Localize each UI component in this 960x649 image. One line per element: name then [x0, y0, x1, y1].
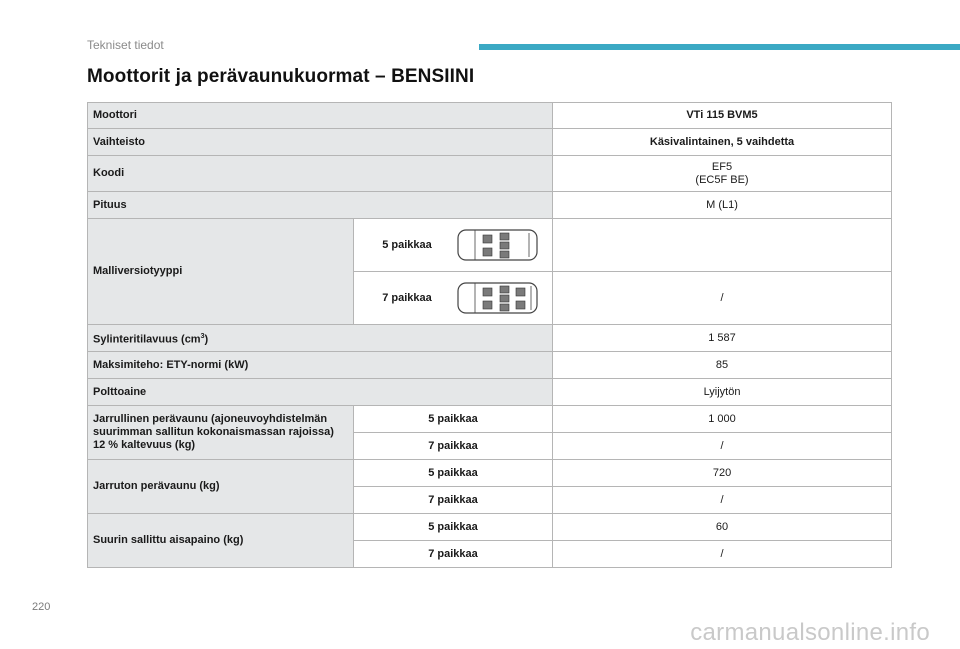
braked-trailer-label: Jarrullinen perävaunu (ajoneuvoyhdistelmän suurimman sallitun kokonaismassan rajoissa) 12 % kaltevuus (kg) — [88, 406, 354, 460]
model-label: Malliversiotyyppi — [88, 219, 354, 325]
table-row — [88, 129, 892, 156]
table-row — [88, 325, 892, 352]
fuel-label: Polttoaine — [88, 379, 553, 406]
seats-5-label: 5 paikkaa — [354, 406, 553, 433]
van-7-seat-diagram — [457, 278, 539, 318]
length-value: M (L1) — [553, 192, 892, 219]
seats-5-label: 5 paikkaa — [382, 238, 432, 251]
engine-label: Moottori — [88, 103, 553, 129]
braked-5-value: 1 000 — [553, 406, 892, 433]
code-label: Koodi — [88, 156, 553, 192]
length-label: Pituus — [88, 192, 553, 219]
unbraked-7-value: / — [553, 487, 892, 514]
nose-weight-5-value: 60 — [553, 514, 892, 541]
model-7-seat-value: / — [553, 272, 892, 325]
watermark: carmanualsonline.info — [690, 619, 930, 646]
table-row — [88, 379, 892, 406]
gearbox-label: Vaihteisto — [88, 129, 553, 156]
model-7-seat-cell — [354, 272, 553, 325]
fuel-value: Lyijytön — [553, 379, 892, 406]
table-row — [88, 192, 892, 219]
model-5-seat-cell — [354, 219, 553, 272]
table-row — [88, 219, 892, 272]
van-5-seat-diagram — [457, 225, 539, 265]
nose-weight-label: Suurin sallittu aisapaino (kg) — [88, 514, 354, 568]
unbraked-trailer-label: Jarruton perävaunu (kg) — [88, 460, 354, 514]
table-row — [88, 352, 892, 379]
model-5-seat-value — [553, 219, 892, 272]
seats-5-label: 5 paikkaa — [354, 460, 553, 487]
power-value: 85 — [553, 352, 892, 379]
section-label: Tekniset tiedot — [87, 38, 164, 52]
unbraked-5-value: 720 — [553, 460, 892, 487]
braked-7-value: / — [553, 433, 892, 460]
page-number: 220 — [32, 601, 51, 613]
engine-spec-table — [87, 102, 892, 568]
seats-7-label: 7 paikkaa — [354, 487, 553, 514]
code-line-1: EF5 — [711, 160, 733, 173]
displacement-value: 1 587 — [553, 325, 892, 352]
table-row — [88, 460, 892, 487]
table-row — [88, 103, 892, 129]
engine-value: VTi 115 BVM5 — [553, 103, 892, 129]
table-row — [88, 156, 892, 192]
gearbox-value: Käsivalintainen, 5 vaihdetta — [553, 129, 892, 156]
table-row — [88, 406, 892, 433]
code-line-2: (EC5F BE) — [695, 173, 749, 186]
seats-7-label: 7 paikkaa — [354, 541, 553, 568]
table-row — [88, 514, 892, 541]
nose-weight-7-value: / — [553, 541, 892, 568]
power-label: Maksimiteho: ETY-normi (kW) — [88, 352, 553, 379]
accent-bar — [479, 44, 960, 50]
seats-5-label: 5 paikkaa — [354, 514, 553, 541]
code-value — [553, 156, 892, 192]
seats-7-label: 7 paikkaa — [354, 433, 553, 460]
seats-7-label: 7 paikkaa — [382, 291, 432, 304]
page-title: Moottorit ja perävaunukuormat – BENSIINI — [87, 66, 475, 87]
displacement-label: Sylinteritilavuus $(cm^3)$ — [88, 325, 553, 352]
